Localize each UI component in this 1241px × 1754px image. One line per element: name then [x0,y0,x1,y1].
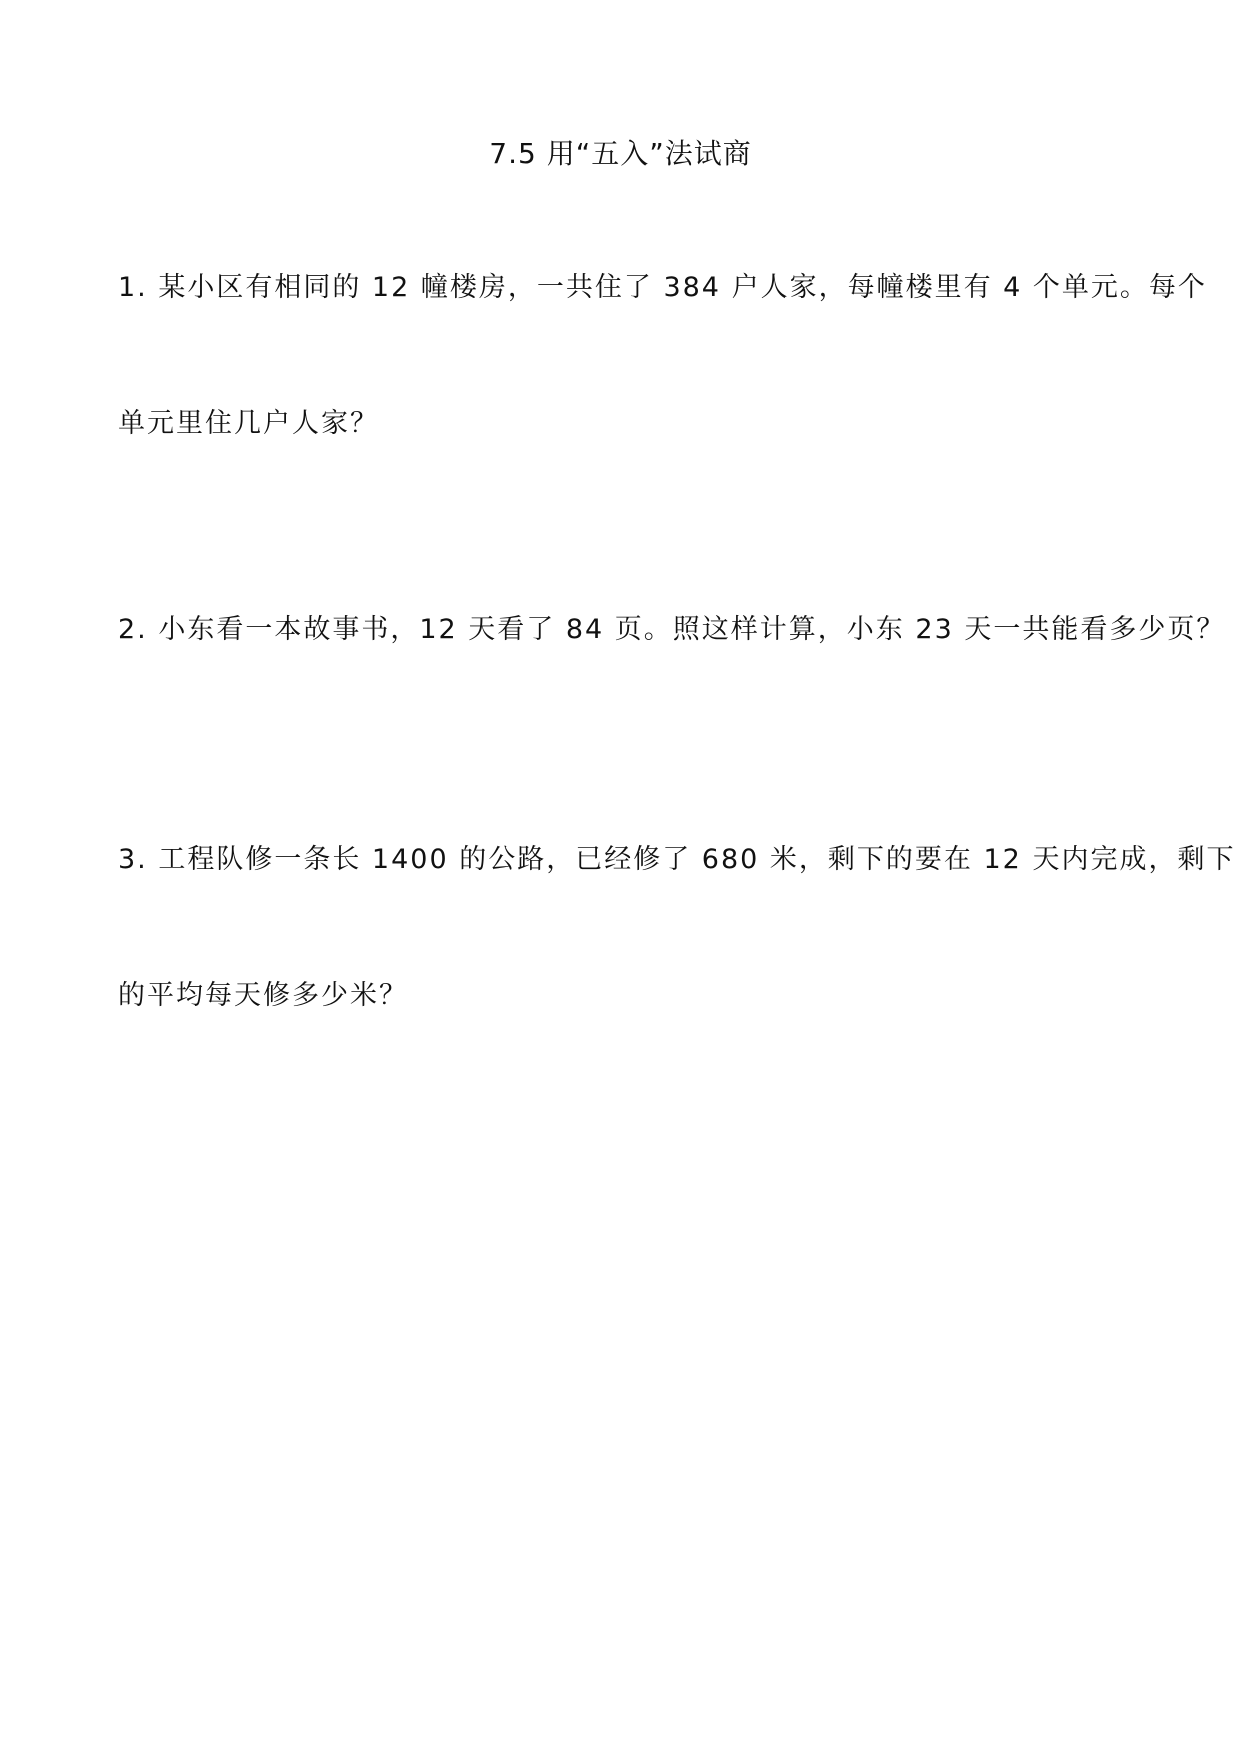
question-2-line-1: 2. 小东看一本故事书，12 天看了 84 页。照这样计算，小东 23 天一共能看多少页？ [118,614,1226,645]
question-2 [118,610,1226,650]
question-3-line-2: 的平均每天修多少米？ [118,980,408,1011]
page-title: 7.5 用“五入”法试商 [489,137,752,170]
question-1 [118,268,1207,444]
question-3 [118,840,1236,1016]
question-1-line-2: 单元里住几户人家？ [118,408,379,439]
question-1-line-1: 1. 某小区有相同的 12 幢楼房，一共住了 384 户人家，每幢楼里有 4 个单元。每个 [118,272,1207,303]
question-3-line-1: 3. 工程队修一条长 1400 的公路，已经修了 680 米，剩下的要在 12 天内完成，剩下 [118,844,1236,875]
